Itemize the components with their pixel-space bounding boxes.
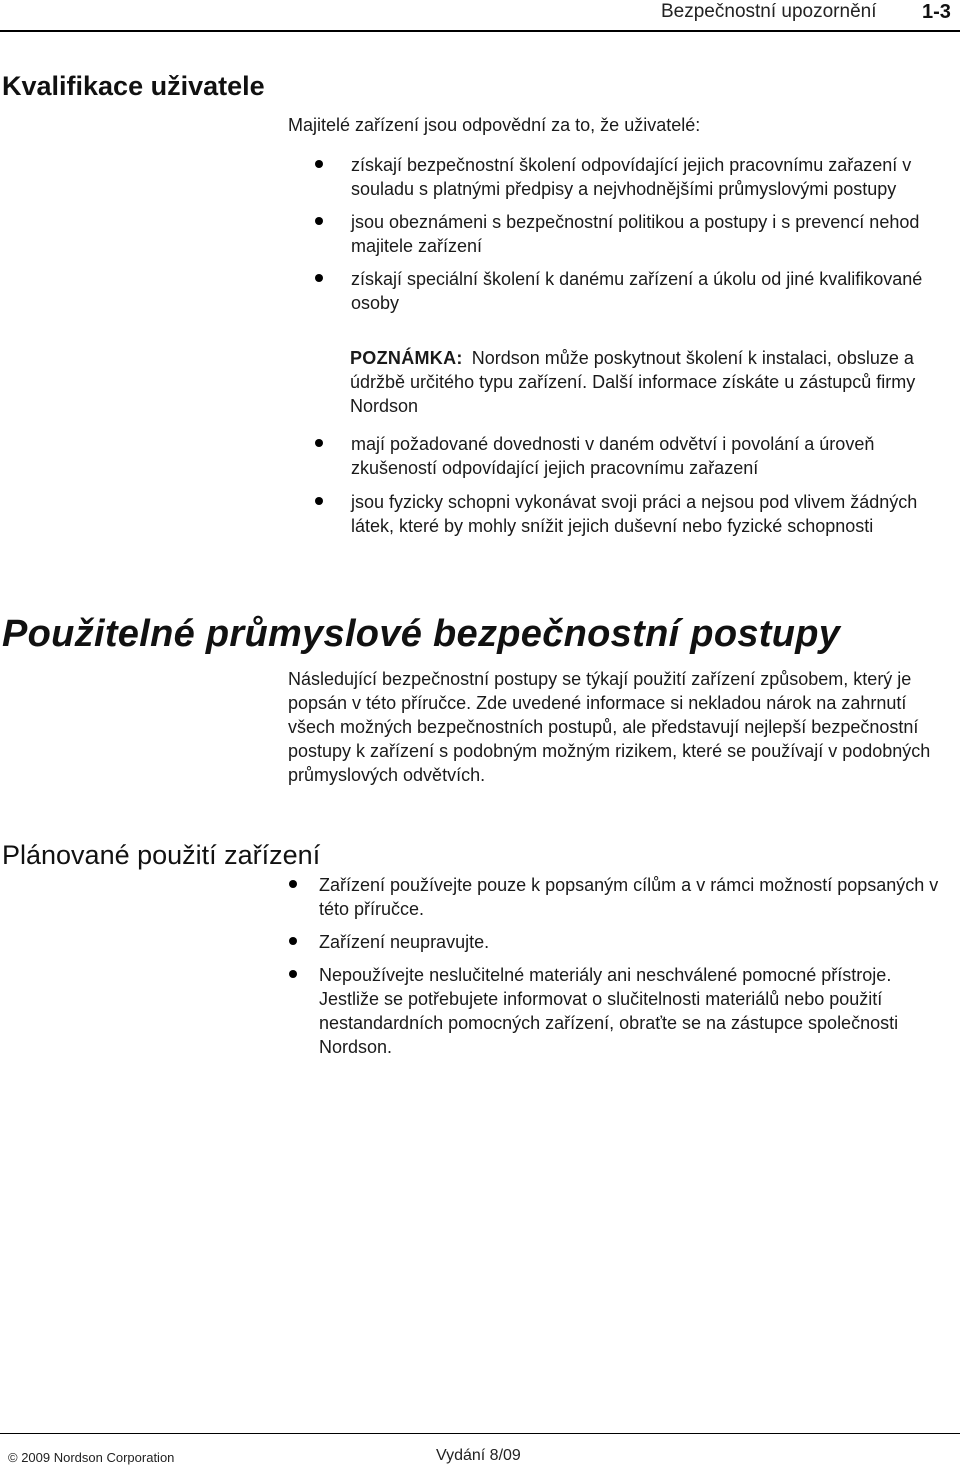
footer-copyright: © 2009 Nordson Corporation [8, 1450, 175, 1465]
list-item-text: Zařízení používejte pouze k popsaným cílům a v rámci možností popsaných v této příručce. [319, 875, 939, 919]
list-item-text: získají bezpečnostní školení odpovídající jejich pracovnímu zařazení v souladu s platnými předpisy a nejvhodnějšími průmyslovými postupy [351, 155, 912, 199]
bullet-icon [289, 937, 297, 945]
list-item [319, 873, 939, 921]
list-item-text: získají speciální školení k danému zařízení a úkolu od jiné kvalifikované osoby [351, 269, 923, 313]
list-item [319, 963, 939, 1059]
section-heading-intended-use: Plánované použití zařízení [2, 840, 321, 870]
list-item-text: jsou obeznámeni s bezpečnostní politikou a postupy i s prevencí nehod majitele zařízení [351, 212, 920, 256]
list-item-text: mají požadované dovednosti v daném odvětví i povolání a úroveň zkušeností odpovídající jejich pracovnímu zařazení [351, 434, 875, 478]
intro-paragraph: Majitelé zařízení jsou odpovědní za to, že uživatelé: [288, 115, 701, 135]
list-item [351, 210, 951, 258]
bullet-icon [315, 217, 323, 225]
footer-edition: Vydání 8/09 [436, 1447, 521, 1464]
section-heading-qualification: Kvalifikace uživatele [2, 71, 265, 101]
qualification-list-b [351, 432, 951, 538]
header-divider [0, 30, 960, 32]
bullet-icon [315, 274, 323, 282]
note-box [350, 346, 950, 418]
page-number: 1-3 [922, 1, 951, 23]
bullet-icon [315, 160, 323, 168]
bullet-icon [315, 497, 323, 505]
note-text: Nordson může poskytnout školení k instalaci, obsluze a údržbě určitého typu zařízení. Další informace získáte u zástupců firmy Nordson [350, 348, 916, 416]
list-item [351, 432, 951, 480]
footer-divider [0, 1433, 960, 1434]
list-item-text: Zařízení neupravujte. [319, 932, 490, 952]
list-item [319, 930, 939, 954]
note-label: POZNÁMKA: [350, 348, 463, 368]
practices-paragraph: Následující bezpečnostní postupy se týkají použití zařízení způsobem, který je popsán v této příručce. Zde uvedené informace si nekladou nárok na zahrnutí všech možných bezpečnostních postupů, ale představují nejlepší bezpečnostní postupy k zařízení s podobným možným rizikem, které se používají v podobných průmyslových odvětvích. [288, 669, 931, 785]
bullet-icon [289, 970, 297, 978]
intended-use-list [319, 873, 939, 1059]
running-header-title: Bezpečnostní upozornění [661, 1, 877, 22]
bullet-icon [289, 880, 297, 888]
bullet-icon [315, 439, 323, 447]
list-item [351, 267, 951, 315]
list-item-text: Nepoužívejte neslučitelné materiály ani neschválené pomocné přístroje. Jestliže se potřebujete informovat o slučitelnosti materiálů nebo použití nestandardních pomocných zařízení, obraťte se na zástupce společnosti Nordson. [319, 965, 899, 1057]
qualification-list-a [351, 153, 951, 315]
list-item [351, 153, 951, 201]
section-heading-practices: Použitelné průmyslové bezpečnostní postupy [2, 613, 841, 655]
list-item-text: jsou fyzicky schopni vykonávat svoji práci a nejsou pod vlivem žádných látek, které by mohly snížit jejich duševní nebo fyzické schopnosti [351, 492, 918, 536]
list-item [351, 490, 951, 538]
